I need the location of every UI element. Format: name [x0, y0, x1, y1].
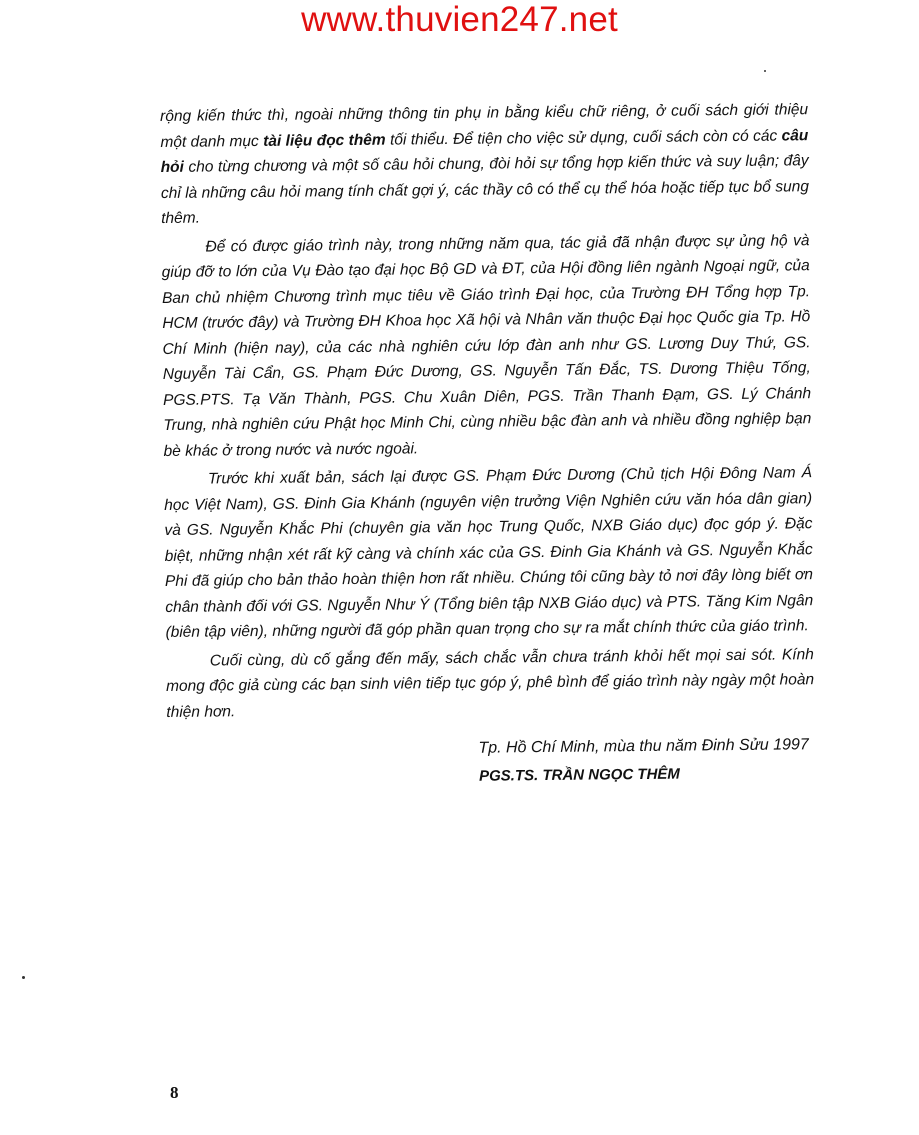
- bold-term-further-reading: tài liệu đọc thêm: [263, 131, 386, 150]
- watermark-url: www.thuvien247.net: [301, 0, 618, 39]
- document-page: [160, 97, 815, 788]
- paragraph-4: Cuối cùng, dù cố gắng đến mấy, sách chắc vẫn chưa tránh khỏi hết mọi sai sót. Kính mong độc giả cùng các bạn sinh viên tiếp tục góp ý, phê bình để giáo trình này ngày một hoàn thiện hơn.: [166, 645, 815, 721]
- signature-author: PGS.TS. TRẦN NGỌC THÊM: [478, 765, 680, 785]
- scan-speck: [22, 976, 25, 979]
- page-number: 8: [170, 1083, 179, 1102]
- paragraph-1-text-c: tối thiểu. Để tiện cho việc sử dụng, cuối sách còn có các: [385, 126, 782, 149]
- paragraph-1-text-e: cho từng chương và một số câu hỏi chung, đòi hỏi sự tổng hợp kiến thức và suy luận; đây chỉ là những câu hỏi mang tính chất gợi ý, các thầy cô có thể cụ thể hóa hoặc tiếp tục bổ sung thêm.: [160, 152, 809, 227]
- signature-place-date: Tp. Hồ Chí Minh, mùa thu năm Đinh Sửu 1997: [478, 736, 809, 757]
- paragraph-2: Để có được giáo trình này, trong những năm qua, tác giả đã nhận được sự ủng hộ và giúp đỡ to lớn của Vụ Đào tạo đại học Bộ GD và ĐT, của Hội đồng liên ngành Ngoại ngữ, của Ban chủ nhiệm Chương trình mục tiêu về Giáo trình Đại học, của Trường ĐH Tổng hợp Tp. HCM (trước đây) và Trường ĐH Khoa học Xã hội và Nhân văn thuộc Đại học Quốc gia Tp. Hồ Chí Minh (hiện nay), của các nhà nghiên cứu lớp đàn anh như GS. Lương Duy Thứ, GS. Nguyễn Tài Cẩn, GS. Phạm Đức Dương, GS. Nguyễn Tấn Đắc, TS. Dương Thiệu Tống, PGS.PTS. Tạ Văn Thành, PGS. Chu Xuân Diên, PGS. Trần Thanh Đạm, GS. Lý Chánh Trung, nhà nghiên cứu Phật học Minh Chi, cùng nhiều bậc đàn anh và nhiều đồng nghiệp bạn bè khác ở trong nước và nước ngoài.: [161, 231, 812, 460]
- paragraph-1-text-a: rộng kiến thức thì, ngoài những thông tin phụ in bằng kiểu chữ riêng, ở cuối sách giới thiệu một danh mục: [160, 101, 809, 151]
- scan-speck: [764, 70, 766, 72]
- bold-term-questions: câu hỏi: [160, 126, 809, 176]
- paragraph-1: [160, 97, 809, 231]
- paragraph-3: Trước khi xuất bản, sách lại được GS. Phạm Đức Dương (Chủ tịch Hội Đông Nam Á học Việt Nam), GS. Đinh Gia Khánh (nguyên viện trưởng Viện Nghiên cứu văn hóa dân gian) và GS. Nguyễn Khắc Phi (chuyên gia văn học Trung Quốc, NXB Giáo dục) đọc góp ý. Đặc biệt, những nhận xét rất kỹ càng và chính xác của GS. Đinh Gia Khánh và GS. Nguyễn Khắc Phi đã giúp cho bản thảo hoàn thiện hơn rất nhiều. Chúng tôi cũng bày tỏ nơi đây lòng biết ơn chân thành đối với GS. Nguyễn Như Ý (Tổng biên tập NXB Giáo dục) và PTS. Tăng Kim Ngân (biên tập viên), những người đã góp phần quan trọng cho sự ra mắt chính thức của giáo trình.: [164, 464, 814, 641]
